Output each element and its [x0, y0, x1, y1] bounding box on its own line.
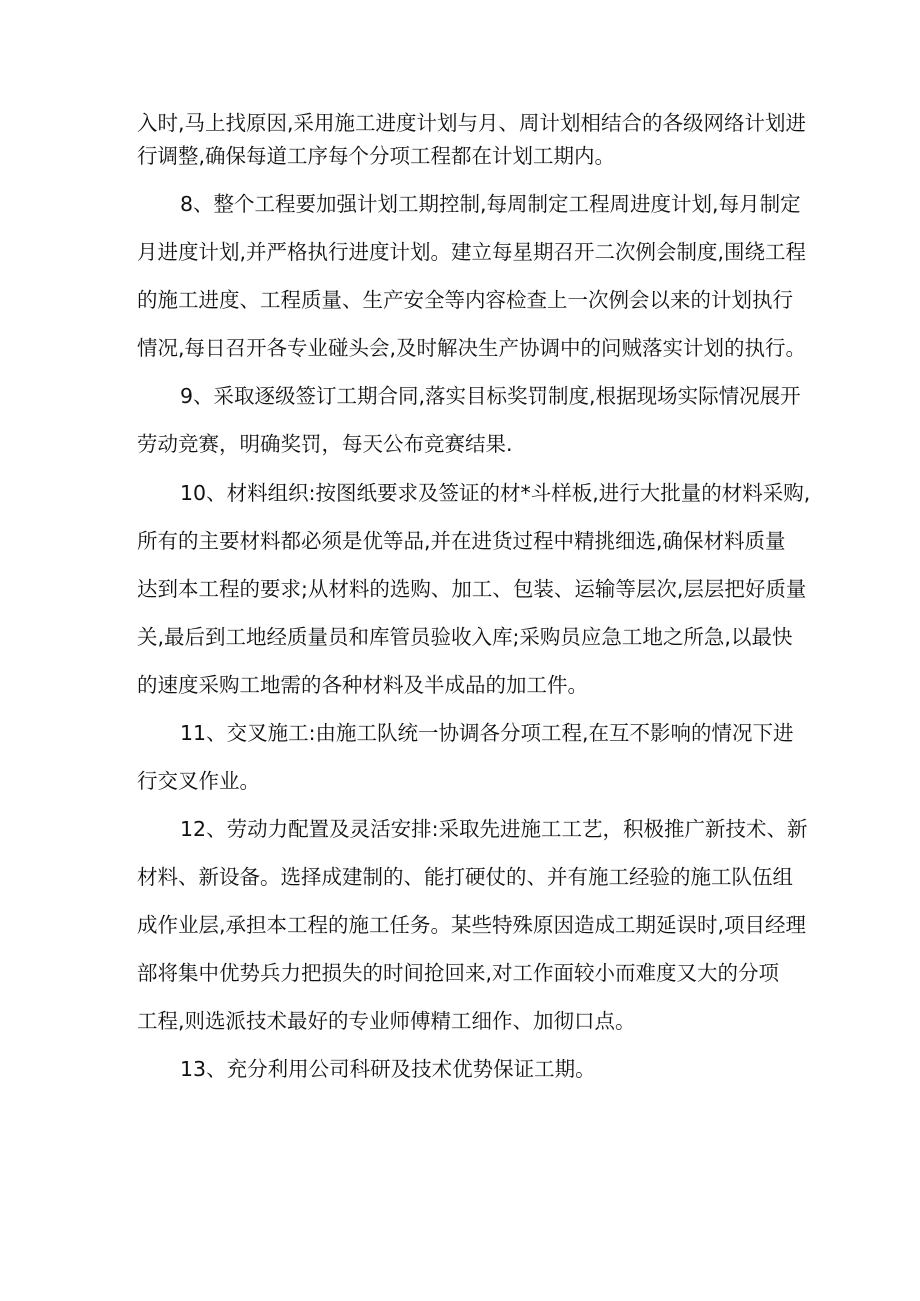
text-line: 月进度计划,并严格执行进度计划。建立每星期召开二次例会制度,围绕工程	[137, 240, 807, 264]
text-line: 关,最后到工地经质量员和库管员验收入库;采购员应急工地之所急,以最快	[137, 625, 793, 649]
paragraph-8-start: 8、整个工程要加强计划工期控制,每周制定工程周进度计划,每月制定	[180, 192, 801, 216]
text-line: 工程,则选派技术最好的专业师傅精工细作、加彻口点。	[137, 1009, 636, 1033]
text-line: 情况,每日召开各专业碰头会,及时解决生产协调中的问贼落实计划的执行。	[137, 336, 807, 360]
text-line: 达到本工程的要求;从材料的选购、加工、包装、运输等层次,层层把好质量	[137, 577, 807, 601]
paragraph-9-start: 9、采取逐级签订工期合同,落实目标奖罚制度,根据现场实际情况展开	[180, 384, 801, 408]
text-line: 行交叉作业。	[137, 769, 260, 793]
text-line: 部将集中优势兵力把损失的时间抢回来,对工作面较小而难度又大的分项	[137, 961, 780, 985]
text-line: 所有的主要材料都必须是优等品,并在进货过程中精挑细选,确保材料质量	[137, 529, 786, 553]
text-line: 入时,马上找原因,采用施工进度计划与月、周计划相结合的各级网络计划进	[137, 111, 807, 135]
paragraph-10-start: 10、材料组织:按图纸要求及签证的材*斗样板,进行大批量的材料采购,	[180, 481, 811, 505]
text-line: 行调整,确保每道工序每个分项工程都在计划工期内。	[137, 144, 616, 168]
paragraph-13-start: 13、充分利用公司科研及技术优势保证工期。	[180, 1057, 596, 1081]
paragraph-11-start: 11、交叉施工:由施工队统一协调各分项工程,在互不影响的情况下进	[180, 721, 794, 745]
text-line: 成作业层,承担本工程的施工任务。某些特殊原因造成工期延误时,项目经理	[137, 913, 807, 937]
text-line: 劳动竞赛，明确奖罚，每天公布竞赛结果.	[137, 432, 513, 456]
text-line: 材料、新设备。选择成建制的、能打硬仗的、并有施工经验的施工队伍组	[137, 865, 793, 889]
text-line: 的施工进度、工程质量、生产安全等内容检查上一次例会以来的计划执行	[137, 288, 793, 312]
text-line: 的速度采购工地需的各种材料及半成品的加工件。	[137, 673, 588, 697]
paragraph-12-start: 12、劳动力配置及灵活安排:采取先进施工工艺，积极推广新技术、新	[180, 817, 808, 841]
